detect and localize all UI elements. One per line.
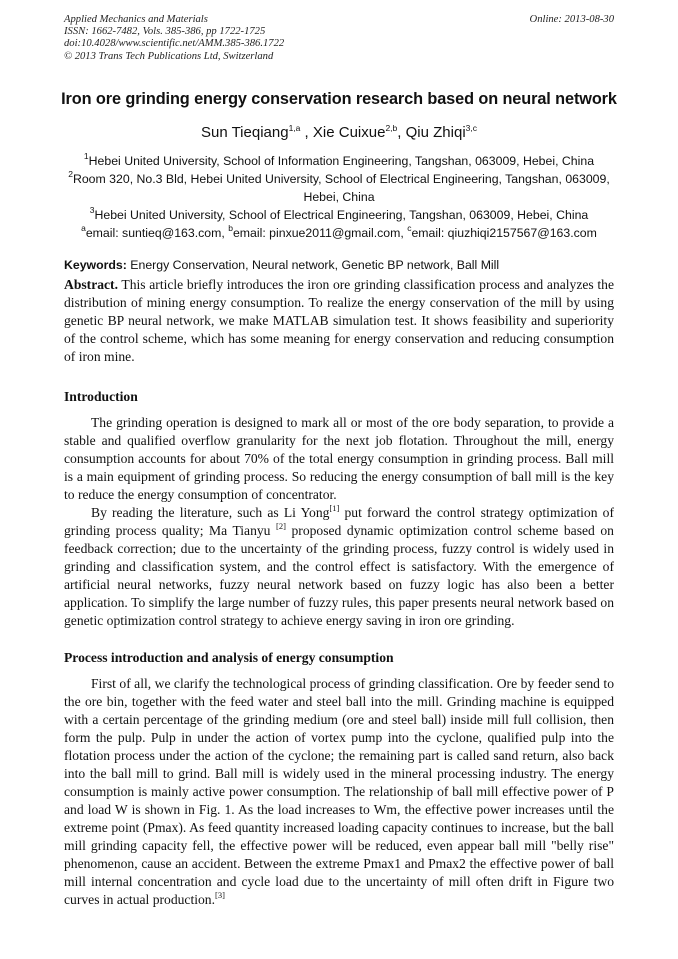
issn-line: ISSN: 1662-7482, Vols. 385-386, pp 1722-1725	[64, 26, 266, 38]
online-date: Online: 2013-08-30	[529, 14, 614, 25]
text-run: put forward the control strategy optimization of grinding process quality; Ma Tianyu	[64, 505, 614, 538]
introduction-body	[64, 414, 614, 630]
paragraph	[64, 675, 614, 909]
keywords	[64, 257, 614, 273]
author-name: Xie Cuixue	[312, 124, 386, 141]
email-line	[58, 224, 620, 242]
citation-ref: [3]	[215, 890, 225, 900]
citation-ref: [1]	[329, 503, 340, 513]
affiliation-sup: 2	[68, 169, 73, 179]
abstract	[64, 276, 614, 366]
author-sup: 1,a	[288, 123, 301, 133]
process-body	[64, 675, 614, 909]
keywords-text: Energy Conservation, Neural network, Genetic BP network, Ball Mill	[126, 258, 500, 272]
doi-line: doi:10.4028/www.scientific.net/AMM.385-386.1722	[64, 38, 285, 50]
author-sup: 3,c	[465, 123, 477, 133]
section-heading-process: Process introduction and analysis of energy consumption	[64, 650, 394, 665]
author-sup: 2,b	[385, 123, 398, 133]
email-text: email: pinxue2011@gmail.com,	[232, 226, 408, 240]
paper-title: Iron ore grinding energy conservation research based on neural network	[61, 90, 617, 108]
affiliation-text: Hebei United University, School of Information Engineering, Tangshan, 063009, Hebei, China	[88, 154, 595, 168]
text-run: proposed dynamic optimization control scheme based on feedback correction; due to the uncertainty of the grinding process, fuzzy control is widely used in grinding and classification system, and the control effect is satisfactory. With the emergence of artificial neural networks, fuzzy neural network based on fuzzy logic has also been a better application. To simplify the large number of fuzzy rules, this paper presents neural network based on genetic optimization control strategy to achieve energy saving in iron ore grinding.	[64, 523, 614, 628]
affiliation-sup: 1	[83, 151, 89, 161]
email-text: email: suntieq@163.com,	[85, 226, 229, 240]
copyright-line: © 2013 Trans Tech Publications Ltd, Switzerland	[64, 50, 274, 62]
affiliation-text: Room 320, No.3 Bld, Hebei United University, School of Electrical Engineering, Tangshan, 063009, Hebei, China	[72, 172, 610, 204]
author-list	[56, 123, 622, 143]
author-separator: ,	[397, 124, 406, 141]
email-sup: a	[81, 223, 86, 233]
abstract-label: Abstract.	[64, 277, 118, 292]
email-sup: c	[407, 223, 412, 233]
text-run: By reading the literature, such as Li Yong	[91, 505, 330, 520]
author-name: Sun Tieqiang	[200, 124, 289, 141]
citation-ref: [2]	[276, 521, 286, 531]
text-run: First of all, we clarify the technological process of grinding classification. Ore by feeder send to the ore bin, together with the feed water and steel ball into the mill. Grinding machine is equipped with a certain percentage of the grinding medium (ore and steel ball) inside mill full collision, then form the pulp. Pulp in under the action of vortex pump into the cyclone, qualified pulp into the flotation process under the action of the cyclone; the remaining part is called sand return, also back into the ball mill to grind. Ball mill is widely used in the mineral processing industry. The energy consumption is mainly active power consumption. The relationship of ball mill effective power of P and load W is shown in Fig. 1. As the load increases to Wm, the effective power increases until the extreme point (Pmax). As feed quantity increased loading capacity continues to increase, but the ball mill grinding capacity fell, the effective power will be reduced, even appear ball mill "belly rise" phenomenon, cause an accident. Between the extreme Pmax1 and Pmax2 the effective power of ball mill internal concentration and cycle load due to the uncertainty of mill often drift in Figure two curves in actual production.	[64, 676, 614, 907]
keywords-label: Keywords:	[64, 258, 127, 272]
affiliation-3	[58, 206, 620, 224]
affiliation-1	[58, 152, 620, 170]
author-name: Qiu Zhiqi	[405, 124, 466, 141]
author-separator: ,	[300, 124, 313, 141]
affiliations	[58, 152, 620, 242]
affiliation-2	[58, 170, 620, 206]
affiliation-sup: 3	[89, 205, 95, 215]
paragraph	[64, 504, 614, 630]
paragraph: The grinding operation is designed to mark all or most of the ore body separation, to provide a stable and qualified overflow granularity for the next job flotation. Throughout the mill, energy consumption accounts for about 70% of the total energy consumption in grinding process. Ball mill is a main equipment of grinding process. So reducing the energy consumption of ball mill is the key to reduce the energy consumption of concentrator.	[64, 415, 614, 502]
journal-name: Applied Mechanics and Materials	[64, 14, 208, 25]
affiliation-text: Hebei United University, School of Electrical Engineering, Tangshan, 063009, Hebei, China	[94, 208, 589, 222]
email-text: email: qiuzhiqi2157567@163.com	[411, 226, 597, 240]
section-heading-introduction: Introduction	[64, 389, 138, 404]
email-sup: b	[228, 223, 233, 233]
abstract-text: This article briefly introduces the iron ore grinding classification process and analyzes the distribution of mining energy consumption. To realize the energy conservation of the mill by using genetic BP neural network, we make MATLAB simulation test. It shows feasibility and superiority of the control scheme, which has some meaning for energy conservation and reducing consumption of iron mine.	[64, 277, 614, 364]
journal-header	[64, 14, 284, 63]
